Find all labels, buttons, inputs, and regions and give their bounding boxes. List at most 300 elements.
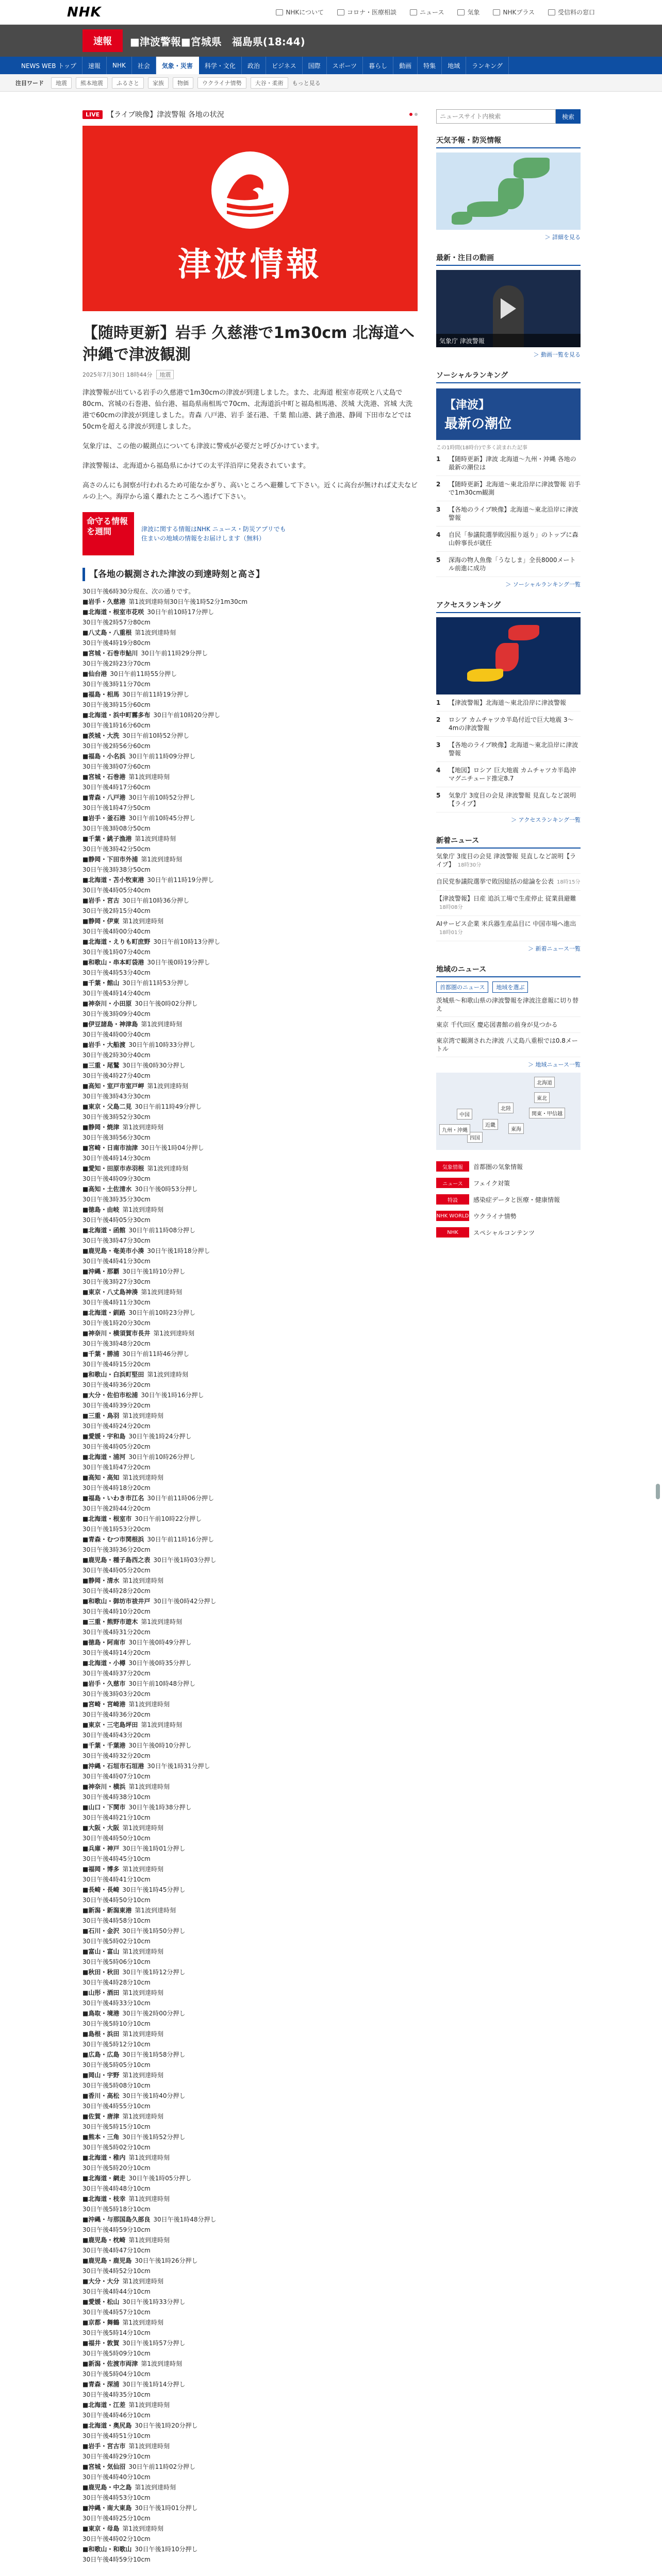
observation-detail: 30日午後1時04分押し — [141, 1144, 204, 1151]
observation-detail: 30日午後1時38分押し — [128, 1804, 192, 1811]
observation-row — [82, 1617, 418, 1627]
service-link[interactable] — [436, 1191, 581, 1208]
observation-location: ■和歌山・白浜町堅田 — [82, 1371, 144, 1378]
observation-row — [82, 1699, 418, 1709]
banner-line2: 最新の潮位 — [444, 416, 512, 432]
observation-row — [82, 1545, 418, 1555]
top-link-plus[interactable]: NHKプラス — [493, 8, 535, 16]
observation-location: 30日午後4時09分30cm — [82, 1175, 151, 1182]
top-link-weather[interactable]: 気象 — [457, 8, 479, 16]
observation-row — [82, 1205, 418, 1215]
keyword-pill[interactable]: 地震 — [51, 77, 72, 89]
observation-row — [82, 607, 418, 617]
nav-item-feature[interactable]: 特集 — [418, 57, 442, 74]
observation-row — [82, 1606, 418, 1617]
observation-row — [82, 2266, 418, 2276]
article-main — [82, 92, 418, 2565]
observation-row — [82, 1833, 418, 1843]
observation-row — [82, 720, 418, 731]
observation-location: ■北海道・網走 — [82, 2175, 126, 2182]
observation-row — [82, 1709, 418, 1720]
ranking-text: 自民「参議院選挙敗因振り返り」のトップに森山幹事長が就任 — [449, 531, 578, 547]
ranking-item[interactable] — [436, 737, 581, 762]
observation-location: 30日午後4時47分10cm — [82, 2247, 151, 2254]
observation-location: 30日午後4時41分10cm — [82, 1876, 151, 1883]
observation-location: ■岩手・釜石港 — [82, 815, 126, 822]
observation-detail: 第1波到達時刻 — [141, 2360, 182, 2367]
observation-row — [82, 1163, 418, 1174]
news-item[interactable]: 東京湾で観測された津波 八丈島八重根では0.8メートル — [436, 1033, 581, 1057]
observation-row — [82, 937, 418, 947]
observation-row — [82, 1524, 418, 1534]
observation-row — [82, 2400, 418, 2410]
observation-detail: 30日午後1時58分押し — [122, 2051, 186, 2058]
observation-detail: 第1波到達時刻 — [122, 1989, 163, 1996]
carousel-dots[interactable] — [409, 113, 418, 116]
observation-row — [82, 895, 418, 906]
rank-number: 5 — [436, 792, 441, 799]
video-player[interactable] — [436, 270, 581, 347]
ranking-item[interactable] — [436, 527, 581, 552]
app-promo-text[interactable]: 津波に関する情報はNHK ニュース・防災アプリでも 住まいの地域の情報をお届けします（無料） — [141, 526, 286, 542]
observation-location: ■長崎・長崎 — [82, 1886, 120, 1893]
ranking-text: 気象庁 3度目の会見 津波警報 見直しなど説明【ライブ】 — [449, 792, 576, 807]
observation-location: 30日午後4時41分30cm — [82, 1258, 151, 1265]
observation-location: ■佐賀・唐津 — [82, 2113, 120, 2120]
observation-location: ■福島・いわき市江名 — [82, 1495, 144, 1502]
observation-row — [82, 1885, 418, 1895]
observation-location: 30日午後3時36分20cm — [82, 1546, 151, 1553]
service-link[interactable] — [436, 1224, 581, 1241]
observation-location: ■伊豆諸島・神津島 — [82, 1021, 138, 1028]
observation-location: 30日午後5時10分10cm — [82, 2020, 151, 2027]
observation-row — [82, 1266, 418, 1277]
observation-row — [82, 1854, 418, 1864]
scrollbar-thumb[interactable] — [656, 1484, 660, 1499]
rank-number: 4 — [436, 531, 441, 538]
observation-location: 30日午後3時35分30cm — [82, 1196, 151, 1203]
observation-row — [82, 2348, 418, 2359]
observation-detail: 第1波到達時刻 — [122, 2278, 163, 2285]
live-title[interactable]: 【ライブ映像】津波警報 各地の状況 — [107, 111, 224, 119]
observation-detail: 30日午前10時13分押し — [153, 938, 221, 945]
nav-item-top[interactable]: NEWS WEB トップ — [15, 57, 82, 74]
observation-location: ■北海道・函館 — [82, 1227, 126, 1234]
observation-detail: 第1波到達時刻30日午後1時52分1m30cm — [128, 598, 248, 605]
observation-row — [82, 1390, 418, 1400]
observation-row — [82, 1483, 418, 1493]
observation-row — [82, 700, 418, 710]
ranking-item[interactable] — [436, 762, 581, 787]
observation-detail: 第1波到達時刻 — [122, 1866, 163, 1873]
region-button[interactable]: 近畿 — [483, 1119, 498, 1130]
observation-location: ■福井・敦賀 — [82, 2340, 120, 2347]
observation-row — [82, 2338, 418, 2348]
rank-number: 3 — [436, 506, 441, 513]
observation-row — [82, 1493, 418, 1503]
observation-detail: 30日午前11時09分押し — [128, 753, 196, 760]
nav-item-politics[interactable]: 政治 — [242, 57, 266, 74]
service-link[interactable] — [436, 1208, 581, 1224]
observation-location: 30日午後1時07分40cm — [82, 948, 151, 956]
observation-location: 30日午後4時07分10cm — [82, 1773, 151, 1780]
live-row[interactable] — [82, 109, 418, 120]
observation-location: ■北海道・苫小牧東港 — [82, 876, 144, 884]
observation-location: ■兵庫・神戸 — [82, 1845, 120, 1852]
observation-location: 30日午後4時35分10cm — [82, 2391, 151, 2398]
service-badge: NHK WORLD — [436, 1211, 469, 1221]
observation-row — [82, 2245, 418, 2256]
weather-more-link[interactable]: ＞ 詳細を見る — [544, 234, 581, 241]
rank-number: 3 — [436, 741, 441, 749]
nav-item-region[interactable]: 地域 — [442, 57, 466, 74]
observation-row — [82, 586, 418, 597]
weather-section-title: 天気予報・防災情報 — [436, 135, 581, 148]
observation-location: ■神奈川・小田原 — [82, 1000, 132, 1007]
observation-location: 30日午後4時46分10cm — [82, 2412, 151, 2419]
observation-location: 30日午後4時52分10cm — [82, 2267, 151, 2275]
ranking-text: 【各地のライブ映像】北海道〜東北沿岸に津波警報 — [449, 741, 578, 757]
top-link-news[interactable]: ニュース — [410, 8, 444, 16]
observation-location: ■大阪・大阪 — [82, 1824, 120, 1832]
observation-detail: 30日午後1時14分押し — [122, 2381, 186, 2388]
observation-location: 30日午後5時02分10cm — [82, 2144, 151, 2151]
observation-row — [82, 1029, 418, 1040]
observation-location: 30日午後1時16分60cm — [82, 722, 151, 729]
observation-row — [82, 2204, 418, 2214]
search-input[interactable] — [436, 109, 556, 124]
observation-location: ■神奈川・横須賀市長井 — [82, 1330, 151, 1337]
play-icon[interactable] — [501, 298, 516, 319]
observation-row — [82, 1596, 418, 1606]
observation-location: 30日午後4時27分40cm — [82, 1072, 151, 1079]
nav-item-international[interactable]: 国際 — [303, 57, 327, 74]
observation-location: ■北海道・釧路 — [82, 1309, 126, 1316]
observation-row — [82, 1112, 418, 1122]
observation-row — [82, 947, 418, 957]
video-more-link[interactable]: ＞ 動画一覧を見る — [533, 351, 581, 358]
observation-location: ■千葉・館山 — [82, 979, 120, 987]
observation-location: 30日午後4時14分20cm — [82, 1649, 151, 1656]
region-button[interactable]: 九州・沖縄 — [439, 1124, 470, 1135]
observation-location: 30日午後4時21分10cm — [82, 1814, 151, 1821]
observation-detail: 第1波到達時刻 — [122, 2030, 163, 2038]
new-news-title: 新着ニュース — [436, 835, 581, 849]
region-button[interactable]: 北海道 — [534, 1077, 555, 1088]
keyword-pill[interactable]: ウクライナ情勢 — [197, 77, 246, 89]
app-promo[interactable] — [82, 512, 418, 555]
access-more-link[interactable]: ＞ アクセスランキング一覧 — [511, 817, 581, 823]
observation-row — [82, 2019, 418, 2029]
news-item[interactable] — [436, 916, 581, 941]
observation-location: ■北海道・江差 — [82, 2401, 126, 2409]
choose-region-button[interactable]: 地域を選ぶ — [492, 981, 528, 993]
observation-row — [82, 2307, 418, 2317]
observation-location: ■神奈川・横浜 — [82, 1783, 126, 1790]
news-title: 気象庁 3度目の会見 津波警報 見直しなど説明【ライブ】 — [436, 853, 576, 868]
service-link[interactable] — [436, 1175, 581, 1191]
observation-row — [82, 885, 418, 895]
observation-location: ■新潟・新潟東港 — [82, 1907, 132, 1914]
observation-row — [82, 865, 418, 875]
observation-detail: 30日午後1時31分押し — [147, 1762, 210, 1770]
ranking-text: 【津波警報】北海道〜東北沿岸に津波警報 — [449, 699, 567, 706]
keyword-pill[interactable]: 物価 — [173, 77, 193, 89]
news-item[interactable] — [436, 874, 581, 891]
observation-row — [82, 2534, 418, 2544]
observation-row — [82, 1153, 418, 1163]
observation-location: ■福岡・博多 — [82, 1866, 120, 1873]
observation-location: ■北海道・奥尻島 — [82, 2422, 132, 2429]
observation-row — [82, 1400, 418, 1411]
observation-detail: 30日午後1時01分押し — [122, 1845, 186, 1852]
observation-detail: 30日午前10時33分押し — [128, 1041, 196, 1048]
observation-row — [82, 2029, 418, 2039]
observation-row — [82, 1823, 418, 1833]
observation-row — [82, 926, 418, 937]
dot[interactable] — [415, 113, 418, 116]
map-land — [508, 625, 539, 640]
observation-location: ■富山・富山 — [82, 1948, 120, 1955]
observation-row — [82, 1998, 418, 2008]
rank-number: 5 — [436, 556, 441, 564]
observation-row — [82, 988, 418, 998]
observation-detail: 第1波到達時刻 — [128, 773, 170, 781]
breaking-alert-bar[interactable] — [0, 25, 662, 57]
observation-row — [82, 2049, 418, 2060]
ranking-item[interactable] — [436, 476, 581, 501]
observation-row — [82, 998, 418, 1009]
observation-location: 30日午後4時48分10cm — [82, 2185, 151, 2192]
social-banner[interactable] — [436, 388, 581, 440]
observation-detail: 30日午前10時17分押し — [147, 608, 214, 616]
observation-location: 30日午後5時06分10cm — [82, 1958, 151, 1965]
article-title: 【随時更新】岩手 久慈港で1m30cm 北海道へ沖縄で津波観測 — [82, 324, 415, 364]
keyword-pill[interactable]: ふるさと — [112, 77, 144, 89]
observation-row — [82, 854, 418, 865]
ranking-item[interactable] — [436, 501, 581, 527]
nhk-logo[interactable]: NHK — [67, 4, 102, 20]
observation-detail: 第1波到達時刻 — [122, 2113, 163, 2120]
observation-location: 30日午後4時05分40cm — [82, 887, 151, 894]
observation-row — [82, 1916, 418, 1926]
observation-location: 30日午後3時09分40cm — [82, 1010, 151, 1018]
observation-detail: 第1波到達時刻 — [122, 2525, 163, 2532]
keyword-pill[interactable]: 大谷・柔術 — [251, 77, 288, 89]
local-more-link[interactable]: ＞ 地域ニュース一覧 — [528, 1061, 581, 1068]
observation-location: 30日午後4時50分10cm — [82, 1896, 151, 1904]
top-bar — [0, 0, 662, 25]
observation-row — [82, 1627, 418, 1637]
observation-location: ■岩手・久慈港 — [82, 598, 126, 605]
observation-location: ■北海道・稚内 — [82, 2154, 126, 2161]
observation-location: ■石川・金沢 — [82, 1927, 120, 1935]
nav-item-society[interactable]: 社会 — [132, 57, 156, 74]
news-item[interactable] — [436, 891, 581, 916]
observation-row — [82, 1369, 418, 1380]
top-link-covid[interactable]: コロナ・医療相談 — [337, 8, 396, 16]
service-link[interactable] — [436, 1158, 581, 1175]
observation-row — [82, 2493, 418, 2503]
live-badge: LIVE — [82, 110, 103, 119]
observation-location: 30日午後5時05分10cm — [82, 2061, 151, 2069]
observation-row — [82, 2379, 418, 2389]
search-button[interactable]: 検索 — [556, 109, 581, 124]
observation-location: ■和歌山・串本町袋港 — [82, 959, 144, 966]
observation-detail: 30日午後0時35分押し — [128, 1659, 192, 1667]
observation-row — [82, 2523, 418, 2534]
weather-icon — [457, 9, 465, 15]
observation-location: 30日午後5時15分10cm — [82, 2123, 151, 2130]
observation-row — [82, 1246, 418, 1256]
observation-location: 30日午後4時32分20cm — [82, 1752, 151, 1759]
observation-location: ■和歌山・和歌山 — [82, 2546, 132, 2553]
observation-detail: 30日午後1時01分押し — [135, 2504, 198, 2512]
observation-location: 30日午後4時50分10cm — [82, 1835, 151, 1842]
observation-location: ■京都・舞鶴 — [82, 2319, 120, 2326]
observation-location: 30日午後4時53分40cm — [82, 969, 151, 976]
observation-location: ■山口・下関市 — [82, 1804, 126, 1811]
ranking-item[interactable] — [436, 694, 581, 711]
nav-item-sports[interactable]: スポーツ — [327, 57, 363, 74]
observation-row — [82, 823, 418, 834]
article-tag[interactable]: 地震 — [156, 370, 174, 379]
observation-row — [82, 2328, 418, 2338]
observation-row — [82, 1988, 418, 1998]
observation-location: 30日午後3時56分30cm — [82, 1134, 151, 1141]
observation-location: 30日午後4時17分60cm — [82, 784, 151, 791]
local-region-select[interactable]: 首都圏のニュース — [436, 981, 488, 993]
top-link-about[interactable]: NHKについて — [276, 8, 324, 16]
news-item[interactable]: 茨城県〜和歌山県の津波警報を津波注意報に切り替え — [436, 993, 581, 1017]
rank-number: 2 — [436, 716, 441, 723]
observation-location: ■山形・酒田 — [82, 1989, 120, 1996]
observation-row — [82, 1431, 418, 1442]
observation-location: ■愛媛・松山 — [82, 2298, 120, 2306]
nav-item-weather-disaster[interactable]: 気象・災害 — [156, 57, 199, 74]
local-news-title: 地域のニュース — [436, 964, 581, 977]
observation-detail: 30日午後0時10分押し — [128, 1742, 192, 1749]
dot[interactable] — [409, 113, 412, 116]
service-badge: 特設 — [436, 1194, 469, 1205]
observation-location: 30日午後4時53分10cm — [82, 2494, 151, 2501]
observation-row — [82, 1297, 418, 1308]
observation-detail: 第1波到達時刻 — [153, 1330, 194, 1337]
region-button[interactable]: 東北 — [534, 1092, 550, 1103]
nav-item-life[interactable]: 暮らし — [363, 57, 393, 74]
new-news-more-link[interactable]: ＞ 新着ニュース一覧 — [528, 945, 581, 952]
nav-item-video[interactable]: 動画 — [393, 57, 418, 74]
observation-detail: 30日午前11時19分押し — [122, 691, 190, 698]
observation-location: ■鹿児島・奄美市小湊 — [82, 1247, 144, 1255]
breaking-text: ■津波警報■宮城県 福島県(18:44) — [130, 35, 305, 48]
region-button[interactable]: 東海 — [508, 1123, 524, 1134]
observation-row — [82, 2101, 418, 2111]
document-icon — [548, 9, 555, 15]
observation-detail: 第1波到達時刻 — [135, 2484, 176, 2491]
observation-location: 30日午後1時47分50cm — [82, 804, 151, 811]
observation-location: ■広島・広島 — [82, 2051, 120, 2058]
observation-location: ■千葉・千葉港 — [82, 1742, 126, 1749]
region-button[interactable]: 中国 — [457, 1109, 472, 1120]
nav-item-nhk[interactable]: NHK — [107, 57, 132, 74]
map-land — [495, 643, 519, 671]
region-button[interactable]: 四国 — [467, 1132, 483, 1143]
observation-location: 30日午後3時47分30cm — [82, 1237, 151, 1244]
observation-row — [82, 2122, 418, 2132]
observation-location: 30日午後5時20分10cm — [82, 2164, 151, 2172]
observation-row — [82, 2472, 418, 2482]
map-land — [467, 669, 503, 682]
rank-number: 2 — [436, 481, 441, 488]
nav-item-science[interactable]: 科学・文化 — [199, 57, 242, 74]
observation-detail: 30日午後2時00分押し — [122, 2010, 186, 2017]
region-map — [436, 1073, 581, 1150]
observation-row — [82, 916, 418, 926]
service-text: 首都圏の気象情報 — [473, 1163, 523, 1171]
keyword-pill[interactable]: 熊本地震 — [76, 77, 108, 89]
observation-location: ■宮崎・宮崎港 — [82, 1701, 126, 1708]
observation-row — [82, 1802, 418, 1812]
ranking-item[interactable] — [436, 787, 581, 812]
observation-detail: 30日午前11時29分押し — [141, 650, 208, 657]
observation-detail: 30日午後0時42分押し — [153, 1598, 217, 1605]
observation-row — [82, 761, 418, 772]
observation-row — [82, 834, 418, 844]
keyword-pill[interactable]: 家族 — [148, 77, 169, 89]
observation-detail: 第1波到達時刻 — [147, 1165, 188, 1172]
observation-detail: 第1波到達時刻 — [122, 1824, 163, 1832]
news-item[interactable]: 東京 千代田区 慶応図書館の前身が見つかる — [436, 1017, 581, 1033]
observation-detail: 第1波到達時刻 — [135, 835, 176, 842]
news-item[interactable] — [436, 849, 581, 874]
observation-row — [82, 1349, 418, 1359]
service-text: フェイク対策 — [473, 1179, 510, 1187]
observation-row — [82, 2142, 418, 2153]
keyword-more-link[interactable]: もっと見る — [292, 79, 321, 87]
observation-location: 30日午後5時18分10cm — [82, 2206, 151, 2213]
observation-detail: 30日午後1時16分押し — [141, 1392, 204, 1399]
nav-item-ranking[interactable]: ランキング — [466, 57, 509, 74]
observation-row — [82, 2183, 418, 2194]
observation-row — [82, 2070, 418, 2080]
nav-item-business[interactable]: ビジネス — [266, 57, 303, 74]
observation-row — [82, 1812, 418, 1823]
app-promo-badge[interactable]: 命守る情報を週間 — [82, 512, 134, 555]
ranking-item[interactable] — [436, 711, 581, 737]
observation-row — [82, 1895, 418, 1905]
region-button[interactable]: 北陸 — [498, 1103, 514, 1113]
ranking-item[interactable] — [436, 552, 581, 577]
ranking-item[interactable] — [436, 451, 581, 476]
observation-row — [82, 1143, 418, 1153]
weather-map[interactable] — [436, 152, 581, 230]
access-ranking-map[interactable] — [436, 617, 581, 694]
observation-row — [82, 597, 418, 607]
observation-location: ■高知・室戸市室戸岬 — [82, 1082, 144, 1090]
observation-detail: 30日午後1時10分押し — [135, 2546, 198, 2553]
observation-row — [82, 1287, 418, 1297]
observation-row — [82, 2111, 418, 2122]
access-ranking-list — [436, 694, 581, 812]
nav-item-breaking[interactable]: 速報 — [82, 57, 107, 74]
region-button[interactable]: 関東・甲信越 — [529, 1108, 565, 1118]
top-link-fee[interactable]: 受信料の窓口 — [548, 8, 595, 16]
social-more-link[interactable]: ＞ ソーシャルランキング一覧 — [505, 581, 581, 588]
observation-location: 30日午後4時59分10cm — [82, 2226, 151, 2233]
observation-location: 30日午後4時39分20cm — [82, 1402, 151, 1409]
observation-row — [82, 1009, 418, 1019]
